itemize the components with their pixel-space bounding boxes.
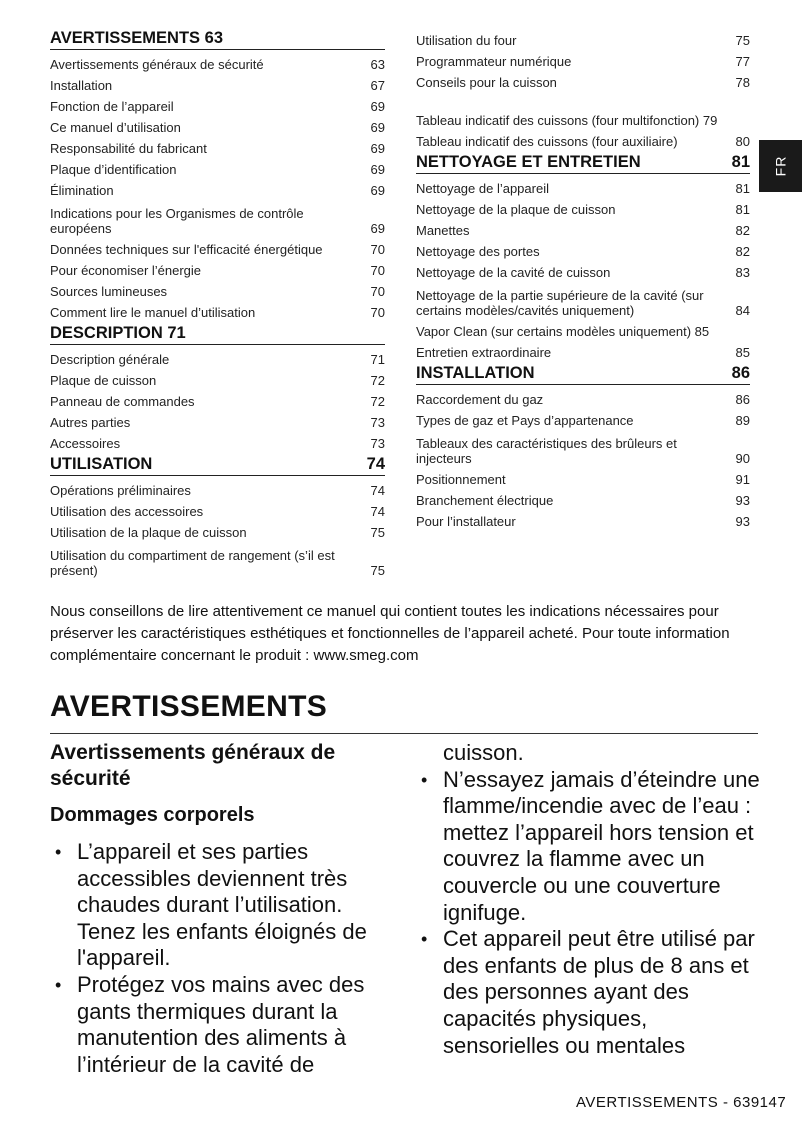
toc-item-page: 82 [735, 244, 750, 259]
toc-item-page: 69 [370, 141, 385, 156]
toc-item-label: Utilisation du compartiment de rangement (s’il est présent) [50, 548, 335, 578]
toc-item-label: Installation [50, 78, 113, 93]
toc-item[interactable] [50, 236, 385, 257]
bullet-item [416, 926, 761, 1059]
toc-item-label: Opérations préliminaires [50, 483, 191, 498]
toc-item[interactable] [50, 135, 385, 156]
toc-item-label: Avertissements généraux de sécurité [50, 57, 264, 72]
toc-section-page: 86 [731, 364, 750, 382]
toc-item[interactable] [50, 156, 385, 177]
toc-item-label: Pour économiser l’énergie [50, 263, 202, 278]
toc-item-page: 84 [735, 303, 750, 318]
toc-item[interactable] [50, 257, 385, 278]
toc-item-label: Autres parties [50, 415, 131, 430]
toc-item-label: Manettes [416, 223, 470, 238]
section-title: AVERTISSEMENTS [50, 690, 328, 723]
toc-section-title: AVERTISSEMENTS [50, 29, 201, 47]
bullet-text: N’essayez jamais d’éteindre une flamme/incendie avec de l’eau : mettez l’appareil hors tension et couvrez la flamme avec un couvercle ou une couverture ignifuge. [443, 766, 760, 925]
toc-item[interactable] [50, 388, 385, 409]
toc-item[interactable] [50, 519, 385, 540]
toc-item-page: 77 [735, 54, 750, 69]
toc-item[interactable] [416, 175, 750, 196]
bullet-continuation: cuisson. [443, 740, 524, 765]
toc-item[interactable] [416, 27, 750, 48]
toc-item-page: 90 [735, 451, 750, 466]
toc-item[interactable] [416, 90, 750, 128]
toc-section-page: 81 [731, 153, 750, 171]
toc-item-label: Utilisation du four [416, 33, 517, 48]
toc-item[interactable] [416, 217, 750, 238]
toc-item-page: 72 [370, 394, 385, 409]
toc-item-page: 81 [735, 181, 750, 196]
toc-item[interactable] [416, 466, 750, 487]
toc-item[interactable] [416, 48, 750, 69]
toc-item-page: 86 [735, 392, 750, 407]
toc-item-label: Tableaux des caractéristiques des brûleurs et injecteurs [416, 436, 677, 466]
page-footer: AVERTISSEMENTS - 639147 [576, 1094, 787, 1111]
toc-item[interactable] [416, 69, 750, 90]
toc-item[interactable] [416, 128, 750, 149]
toc-section [50, 27, 385, 320]
toc-item-label: Types de gaz et Pays d’appartenance [416, 413, 634, 428]
toc-section-title: INSTALLATION [416, 364, 535, 382]
toc-item-label: Tableau indicatif des cuissons (four multifonction) 79 [416, 113, 718, 128]
toc-item[interactable] [50, 198, 385, 236]
toc-item-page: 75 [735, 33, 750, 48]
bullet-text: Protégez vos mains avec des gants thermiques durant la manutention des aliments à l’intérieur de la cavité de [77, 971, 365, 1077]
toc-item-label: Nettoyage de la cavité de cuisson [416, 265, 611, 280]
bullet-text: Cet appareil peut être utilisé par des enfants de plus de 8 ans et des personnes ayant des capacités physiques, sensorielles ou mentales [443, 926, 755, 1058]
bullet-dot-icon: • [55, 974, 62, 995]
toc-section-heading[interactable] [416, 362, 750, 385]
toc-item-label: Raccordement du gaz [416, 392, 544, 407]
bullet-list-right [416, 740, 761, 1059]
toc-item-label: Plaque de cuisson [50, 373, 157, 388]
toc-item[interactable] [416, 259, 750, 280]
toc-item-label: Conseils pour la cuisson [416, 75, 557, 90]
toc-item-label: Indications pour les Organismes de contrôle européens [50, 206, 304, 236]
toc-item[interactable] [50, 430, 385, 451]
toc-item-label: Tableau indicatif des cuissons (four auxiliaire) [416, 134, 678, 149]
toc-item-page: 73 [370, 415, 385, 430]
toc-item[interactable] [50, 498, 385, 519]
toc-item[interactable] [50, 346, 385, 367]
bullet-text: L’appareil et ses parties accessibles deviennent très chaudes durant l’utilisation. Tenez les enfants éloignés de l'appareil. [77, 839, 367, 971]
toc-item[interactable] [50, 93, 385, 114]
bullet-item [50, 839, 385, 972]
toc-item[interactable] [416, 339, 750, 360]
toc-item-label: Panneau de commandes [50, 394, 195, 409]
toc-item-label: Ce manuel d’utilisation [50, 120, 181, 135]
toc-item[interactable] [50, 540, 385, 578]
toc-item-page: 63 [370, 57, 385, 72]
toc-item-page: 75 [370, 525, 385, 540]
bullet-dot-icon: • [421, 769, 428, 790]
toc-item-label: Responsabilité du fabricant [50, 141, 207, 156]
toc-item-label: Élimination [50, 183, 114, 198]
toc-section-heading[interactable] [50, 322, 385, 345]
toc-section-title: UTILISATION [50, 455, 153, 473]
toc-column-left [50, 27, 385, 578]
bullet-list-left [50, 839, 385, 1078]
toc-item[interactable] [50, 278, 385, 299]
toc-section-heading[interactable] [50, 27, 385, 50]
language-tab-label: FR [772, 155, 789, 177]
toc-item[interactable] [416, 407, 750, 428]
toc-section-page: 71 [167, 324, 186, 342]
intro-paragraph: Nous conseillons de lire attentivement ce manuel qui contient toutes les indications nécessaires pour préserver les caractéristiques esthétiques et fonctionnelles de l’appareil acheté. Pour toute information complémentaire concernant le produit : www.smeg.com [50, 603, 730, 664]
toc-item-page: 75 [370, 563, 385, 578]
toc-item-label: Accessoires [50, 436, 121, 451]
toc-item-label: Positionnement [416, 472, 506, 487]
toc-item-page: 85 [735, 345, 750, 360]
subsubsection-title: Dommages corporels [50, 804, 255, 826]
toc-section [416, 362, 750, 529]
toc-item[interactable] [50, 177, 385, 198]
toc-item-page: 69 [370, 183, 385, 198]
toc-item-label: Nettoyage de l’appareil [416, 181, 549, 196]
toc-item-page: 93 [735, 514, 750, 529]
toc-item-label: Branchement électrique [416, 493, 554, 508]
toc-item-page: 70 [370, 242, 385, 257]
toc-item[interactable] [416, 487, 750, 508]
section-divider [50, 733, 758, 734]
toc-item[interactable] [416, 508, 750, 529]
toc-item-page: 78 [735, 75, 750, 90]
toc-item-page: 89 [735, 413, 750, 428]
toc-item-label: Comment lire le manuel d’utilisation [50, 305, 256, 320]
toc-item-label: Plaque d’identification [50, 162, 177, 177]
toc-item[interactable] [50, 51, 385, 72]
bullet-dot-icon: • [421, 929, 428, 950]
toc-item-page: 73 [370, 436, 385, 451]
toc-item-page: 70 [370, 284, 385, 299]
toc-item-page: 93 [735, 493, 750, 508]
toc-section-heading[interactable] [416, 151, 750, 174]
toc-item[interactable] [50, 367, 385, 388]
toc-item-label: Sources lumineuses [50, 284, 168, 299]
toc-item-label: Description générale [50, 352, 170, 367]
toc-section-page: 63 [204, 29, 223, 47]
toc-item-page: 67 [370, 78, 385, 93]
toc-item[interactable] [50, 299, 385, 320]
toc-section [50, 322, 385, 451]
toc-column-right [416, 27, 750, 529]
toc-item[interactable] [416, 386, 750, 407]
toc-item-page: 83 [735, 265, 750, 280]
toc-item-page: 80 [735, 134, 750, 149]
toc-item-page: 69 [370, 221, 385, 236]
bullet-item [416, 767, 761, 927]
toc-item-page: 69 [370, 162, 385, 177]
toc-item-page: 72 [370, 373, 385, 388]
bullet-dot-icon: • [55, 842, 62, 862]
toc-section [50, 453, 385, 578]
toc-item[interactable] [50, 409, 385, 430]
toc-item-page: 70 [370, 305, 385, 320]
toc-item-page: 91 [735, 472, 750, 487]
toc-section-title: NETTOYAGE ET ENTRETIEN [416, 153, 641, 171]
subsection-title: Avertissements généraux de sécurité [50, 741, 336, 790]
toc-item[interactable] [416, 280, 750, 318]
toc-item-label: Utilisation des accessoires [50, 504, 204, 519]
toc-item-page: 71 [370, 352, 385, 367]
toc-item-label: Données techniques sur l'efficacité énergétique [50, 242, 323, 257]
toc-item[interactable] [50, 72, 385, 93]
toc-item-page: 74 [370, 483, 385, 498]
toc-item-label: Utilisation de la plaque de cuisson [50, 525, 247, 540]
toc-item-page: 69 [370, 120, 385, 135]
toc-section [416, 151, 750, 360]
toc-item-label: Vapor Clean (sur certains modèles uniquement) 85 [416, 324, 710, 339]
toc-item-label: Fonction de l’appareil [50, 99, 174, 114]
toc-item-label: Pour l’installateur [416, 514, 516, 529]
toc-item-label: Programmateur numérique [416, 54, 572, 69]
toc-item-page: 82 [735, 223, 750, 238]
toc-item-page: 69 [370, 99, 385, 114]
toc-item-page: 74 [370, 504, 385, 519]
toc-item[interactable] [416, 196, 750, 217]
toc-item-label: Entretien extraordinaire [416, 345, 552, 360]
toc-item-label: Nettoyage des portes [416, 244, 540, 259]
toc-item[interactable] [416, 238, 750, 259]
toc-section-title: DESCRIPTION [50, 324, 163, 342]
toc-item-label: Nettoyage de la partie supérieure de la cavité (sur certains modèles/cavités uniquement) [416, 288, 704, 318]
toc-item-page: 81 [735, 202, 750, 217]
toc-item[interactable] [416, 428, 750, 466]
toc-item[interactable] [416, 318, 750, 339]
toc-item-label: Nettoyage de la plaque de cuisson [416, 202, 616, 217]
toc-section-heading[interactable] [50, 453, 385, 476]
toc-item-page: 70 [370, 263, 385, 278]
toc-item[interactable] [50, 477, 385, 498]
toc-section-page: 74 [366, 455, 385, 473]
bullet-item [50, 972, 385, 1078]
toc-item[interactable] [50, 114, 385, 135]
language-tab[interactable] [759, 140, 802, 192]
